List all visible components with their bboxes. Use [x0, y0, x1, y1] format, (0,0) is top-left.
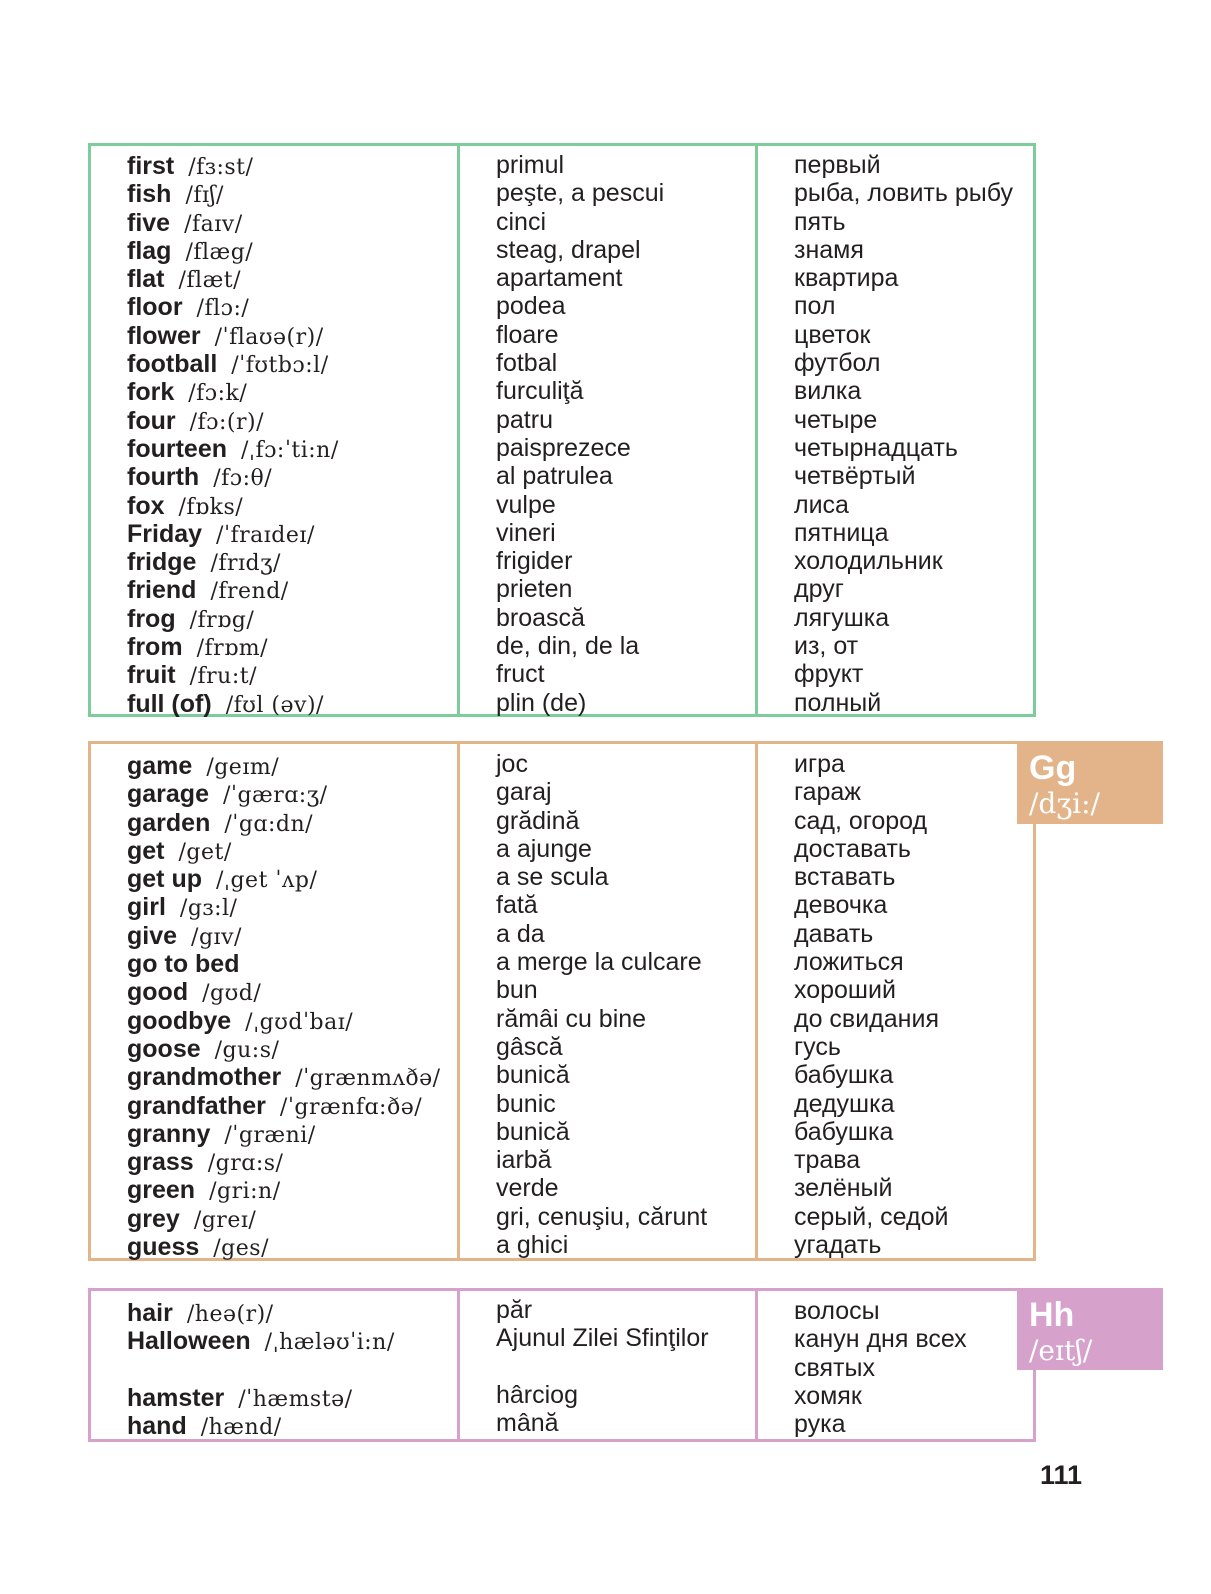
- headword: fourteen: [127, 434, 227, 463]
- romanian-translation: vineri: [496, 518, 556, 547]
- russian-translation: серый, седой: [794, 1202, 949, 1231]
- russian-translation: до свидания: [794, 1004, 939, 1033]
- romanian-translation: vulpe: [496, 490, 556, 519]
- romanian-translation: Ajunul Zilei Sfinţilor: [496, 1324, 709, 1353]
- section-h: [88, 1288, 1036, 1442]
- headword: garage: [127, 780, 209, 809]
- entry-row: [91, 322, 457, 350]
- entry-row: [91, 237, 457, 265]
- romanian-translation: bun: [496, 976, 538, 1005]
- entry-row: [91, 265, 457, 293]
- transcription: /gɪv/: [191, 924, 242, 950]
- entry-row: [91, 350, 457, 378]
- romanian-translation: grădină: [496, 806, 580, 835]
- romanian-translation: a merge la culcare: [496, 948, 702, 977]
- romanian-translation: păr: [496, 1296, 533, 1324]
- entry-row: [91, 152, 457, 180]
- russian-translation: бабушка: [794, 1061, 894, 1090]
- transcription: /ˈgrænfɑ:ðə/: [279, 1094, 423, 1120]
- russian-translation: рыба, ловить рыбу: [794, 179, 1013, 208]
- transcription: /flæg/: [185, 239, 254, 265]
- entry-row: [91, 548, 457, 576]
- russian-translation: рука: [794, 1410, 846, 1439]
- headword: girl: [127, 893, 166, 922]
- russian-translation: футбол: [794, 349, 881, 378]
- romanian-translation: verde: [496, 1174, 559, 1203]
- letter-tab-g: [1017, 741, 1163, 824]
- romanian-column: [460, 744, 758, 1258]
- transcription: /ˈgræni/: [224, 1122, 316, 1148]
- entry-row: [91, 661, 457, 689]
- headword: goodbye: [127, 1006, 232, 1035]
- russian-translation: волосы: [794, 1297, 880, 1325]
- headword: flower: [127, 321, 201, 350]
- headword: flat: [127, 265, 165, 294]
- romanian-translation: broască: [496, 603, 585, 632]
- romanian-translation: apartament: [496, 264, 623, 293]
- transcription: /gɜ:l/: [179, 896, 238, 922]
- romanian-translation: patru: [496, 405, 553, 434]
- english-column: [91, 1291, 460, 1439]
- headword: fish: [127, 180, 172, 209]
- headword: five: [127, 208, 171, 237]
- transcription: /fɔ:k/: [188, 381, 248, 407]
- entry-row: [91, 1384, 457, 1412]
- entry-row: [91, 978, 457, 1006]
- entry-row: [91, 633, 457, 661]
- entry-row: [91, 1412, 457, 1440]
- romanian-translation: steag, drapel: [496, 235, 641, 264]
- entry-row: [91, 1035, 457, 1063]
- russian-translation: вставать: [794, 863, 896, 892]
- romanian-translation: iarbă: [496, 1146, 552, 1175]
- romanian-translation: garaj: [496, 778, 552, 807]
- transcription: /ˈflaʊə(r)/: [214, 324, 324, 350]
- headword: Halloween: [127, 1327, 251, 1356]
- romanian-translation: frigider: [496, 547, 573, 576]
- russian-translation: дедушка: [794, 1089, 895, 1118]
- russian-translation: из, от: [794, 632, 859, 661]
- transcription: /ˈfʊtbɔ:l/: [231, 353, 329, 379]
- entry-row: [91, 1356, 457, 1384]
- russian-translation: бабушка: [794, 1117, 894, 1146]
- transcription: /frɪdʒ/: [210, 551, 281, 577]
- entry-row: [91, 1007, 457, 1035]
- headword: green: [127, 1176, 196, 1205]
- russian-translation: полный: [794, 688, 882, 717]
- romanian-translation: plin (de): [496, 688, 587, 717]
- headword: give: [127, 921, 178, 950]
- transcription: /ˌfɔ:ˈti:n/: [241, 437, 339, 463]
- romanian-translation: floare: [496, 320, 559, 349]
- headword: hair: [127, 1299, 173, 1327]
- transcription: /gri:n/: [209, 1179, 281, 1205]
- romanian-translation: [460, 1353, 755, 1381]
- russian-translation: знамя: [794, 235, 864, 264]
- romanian-translation: podea: [496, 292, 566, 321]
- letter-tab-letter: Hh: [1029, 1296, 1075, 1334]
- russian-translation: первый: [794, 151, 881, 179]
- transcription: /ˌget ˈʌp/: [216, 868, 318, 894]
- entry-row: [91, 378, 457, 406]
- headword: guess: [127, 1233, 200, 1262]
- headword: flag: [127, 236, 172, 265]
- transcription: /fru:t/: [189, 664, 258, 690]
- headword: friend: [127, 576, 197, 605]
- russian-translation: четыре: [794, 405, 878, 434]
- entry-row: [91, 1299, 457, 1327]
- russian-translation: доставать: [794, 834, 911, 863]
- romanian-translation: gâscă: [496, 1032, 563, 1061]
- letter-tab-ipa: /dʒi:/: [1029, 787, 1100, 820]
- headword: game: [127, 752, 193, 780]
- entry-row: [91, 922, 457, 950]
- romanian-translation: a se scula: [496, 863, 609, 892]
- russian-translation: канун дня всех: [794, 1325, 967, 1354]
- headword: frog: [127, 604, 176, 633]
- headword: from: [127, 633, 183, 662]
- headword: hand: [127, 1412, 187, 1441]
- entry-row: [91, 492, 457, 520]
- entry-row: [91, 576, 457, 604]
- headword: fourth: [127, 463, 200, 492]
- transcription: /greɪ/: [193, 1207, 257, 1233]
- russian-translation: четырнадцать: [794, 433, 958, 462]
- headword: good: [127, 978, 189, 1007]
- entry-row: [91, 463, 457, 491]
- russian-translation: трава: [794, 1146, 861, 1175]
- headword: four: [127, 406, 176, 435]
- headword: goose: [127, 1034, 201, 1063]
- transcription: /frɒg/: [189, 607, 255, 633]
- russian-translation: сад, огород: [794, 806, 928, 835]
- entry-row: [91, 520, 457, 548]
- romanian-translation: hârciog: [496, 1380, 578, 1409]
- entry-row: [91, 837, 457, 865]
- letter-tab-ipa: /eɪtʃ/: [1029, 1334, 1093, 1367]
- transcription: /ˈgærɑ:ʒ/: [222, 783, 328, 809]
- entry-row: [91, 950, 457, 978]
- russian-translation: пять: [794, 207, 846, 236]
- romanian-translation: fată: [496, 891, 538, 920]
- romanian-column: [460, 1291, 758, 1439]
- entry-row: [91, 1092, 457, 1120]
- russian-column: [758, 1291, 1039, 1439]
- russian-translation: лягушка: [794, 603, 890, 632]
- transcription: /ges/: [213, 1236, 269, 1262]
- transcription: /flæt/: [178, 268, 242, 294]
- headword: fox: [127, 491, 165, 520]
- transcription: /hænd/: [200, 1415, 282, 1441]
- entry-row: [91, 209, 457, 237]
- romanian-translation: a ghici: [496, 1231, 569, 1260]
- entry-row: [91, 1176, 457, 1204]
- romanian-translation: de, din, de la: [496, 632, 640, 661]
- transcription: /ˈhæmstə/: [238, 1386, 353, 1412]
- russian-translation: девочка: [794, 891, 888, 920]
- romanian-translation: primul: [496, 151, 565, 179]
- entry-row: [91, 1063, 457, 1091]
- entry-row: [91, 180, 457, 208]
- entry-row: [91, 690, 457, 718]
- entry-row: [91, 1233, 457, 1261]
- romanian-translation: gri, cenuşiu, cărunt: [496, 1202, 708, 1231]
- entry-row: [91, 435, 457, 463]
- romanian-translation: furculiţă: [496, 377, 584, 406]
- russian-translation: давать: [794, 919, 874, 948]
- transcription: /grɑ:s/: [207, 1151, 284, 1177]
- headword: football: [127, 350, 218, 379]
- russian-translation: угадать: [794, 1231, 882, 1260]
- romanian-translation: joc: [496, 750, 528, 778]
- english-column: [91, 146, 460, 718]
- romanian-translation: rămâi cu bine: [496, 1004, 647, 1033]
- russian-column: [758, 744, 1039, 1258]
- transcription: /get/: [178, 839, 232, 865]
- transcription: /ˌgʊdˈbaɪ/: [245, 1009, 354, 1035]
- entry-row: [91, 1205, 457, 1233]
- romanian-translation: a ajunge: [496, 834, 592, 863]
- transcription: /ˌhæləʊˈi:n/: [264, 1330, 395, 1356]
- headword: fruit: [127, 661, 176, 690]
- romanian-translation: fotbal: [496, 349, 558, 378]
- russian-translation: ложиться: [794, 948, 904, 977]
- romanian-translation: bunică: [496, 1117, 570, 1146]
- russian-translation: гусь: [794, 1032, 841, 1061]
- headword: fork: [127, 378, 175, 407]
- transcription: /ˈfraɪdeɪ/: [216, 522, 315, 548]
- russian-translation: вилка: [794, 377, 862, 406]
- headword: granny: [127, 1119, 211, 1148]
- transcription: /flɔ:/: [196, 296, 250, 322]
- headword: go to bed: [127, 950, 240, 979]
- romanian-translation: mână: [496, 1409, 559, 1438]
- section-g: [88, 741, 1036, 1261]
- transcription: /fɔ:θ/: [213, 466, 273, 492]
- romanian-translation: bunică: [496, 1061, 570, 1090]
- headword: grandmother: [127, 1063, 282, 1092]
- entry-row: [91, 893, 457, 921]
- headword: get up: [127, 865, 202, 894]
- romanian-translation: fruct: [496, 660, 545, 689]
- entry-row: [91, 809, 457, 837]
- entry-row: [91, 780, 457, 808]
- headword: first: [127, 152, 175, 180]
- entry-row: [91, 407, 457, 435]
- transcription: /ˈgɑ:dn/: [224, 811, 314, 837]
- transcription: /ˈgrænmʌðə/: [295, 1066, 441, 1092]
- russian-translation: фрукт: [794, 660, 864, 689]
- transcription: /heə(r)/: [186, 1302, 274, 1327]
- russian-translation: цветок: [794, 320, 871, 349]
- romanian-translation: al patrulea: [496, 462, 613, 491]
- english-column: [91, 744, 460, 1262]
- letter-tab-h: [1017, 1288, 1163, 1370]
- russian-translation: хороший: [794, 976, 896, 1005]
- russian-translation: друг: [794, 575, 844, 604]
- transcription: /faɪv/: [184, 211, 243, 237]
- romanian-translation: a da: [496, 919, 545, 948]
- transcription: /frɒm/: [196, 636, 268, 662]
- romanian-translation: peşte, a pescui: [496, 179, 665, 208]
- russian-translation: пятница: [794, 518, 889, 547]
- page-number: 111: [1040, 1460, 1083, 1490]
- entry-row: [91, 1327, 457, 1355]
- headword: hamster: [127, 1383, 225, 1412]
- entry-row: [91, 865, 457, 893]
- transcription: /fɔ:(r)/: [189, 409, 264, 435]
- entry-row: [91, 1148, 457, 1176]
- entry-row: [91, 752, 457, 780]
- section-f: [88, 143, 1036, 717]
- headword: get: [127, 836, 165, 865]
- headword: full (of): [127, 689, 212, 718]
- russian-translation: четвёртый: [794, 462, 916, 491]
- entry-row: [91, 605, 457, 633]
- transcription: /fɒks/: [178, 494, 244, 520]
- transcription: /geɪm/: [206, 755, 280, 780]
- transcription: /fʊl (əv)/: [225, 692, 324, 718]
- russian-translation: игра: [794, 750, 845, 778]
- romanian-translation: paisprezece: [496, 433, 631, 462]
- russian-translation: квартира: [794, 264, 899, 293]
- romanian-column: [460, 146, 758, 717]
- russian-translation: хомяк: [794, 1381, 862, 1410]
- headword: fridge: [127, 548, 197, 577]
- transcription: /fɜ:st/: [188, 155, 254, 180]
- headword: grey: [127, 1204, 180, 1233]
- headword: grass: [127, 1148, 194, 1177]
- headword: garden: [127, 808, 211, 837]
- headword: floor: [127, 293, 183, 322]
- romanian-translation: cinci: [496, 207, 547, 236]
- romanian-translation: prieten: [496, 575, 573, 604]
- headword: grandfather: [127, 1091, 266, 1120]
- headword: Friday: [127, 519, 203, 548]
- transcription: /gu:s/: [214, 1037, 280, 1063]
- russian-translation: святых: [794, 1353, 875, 1382]
- entry-row: [91, 1120, 457, 1148]
- russian-translation: зелёный: [794, 1174, 893, 1203]
- russian-translation: гараж: [794, 778, 862, 807]
- transcription: /fɪʃ/: [185, 183, 224, 209]
- transcription: /gʊd/: [202, 981, 262, 1007]
- russian-column: [758, 146, 1039, 717]
- russian-translation: холодильник: [794, 547, 943, 576]
- transcription: /frend/: [210, 579, 289, 605]
- romanian-translation: bunic: [496, 1089, 556, 1118]
- russian-translation: лиса: [794, 490, 849, 519]
- entry-row: [91, 293, 457, 321]
- russian-translation: пол: [794, 292, 836, 321]
- letter-tab-letter: Gg: [1029, 749, 1077, 787]
